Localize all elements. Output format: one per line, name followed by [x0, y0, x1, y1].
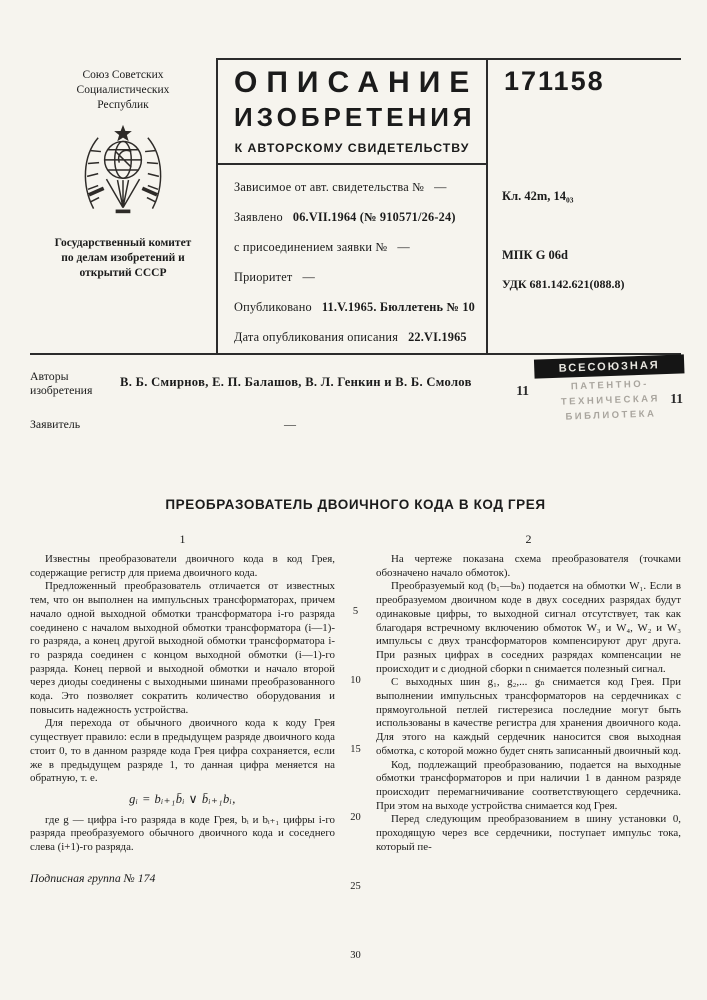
soviet-emblem-icon	[77, 121, 169, 218]
authors-label: Авторы изобретения	[30, 369, 93, 397]
field-label: с присоединением заявки №	[234, 240, 388, 254]
paragraph: Для перехода от обычного двоичного кода к коду Грея существует правило: если в предыдущем разряде двоичного кода стоит 0, то в данном разряде кода Грея цифра сохраняется, если же в предыдущем разряде 1, то данная цифра меняется на обратную, т. е.	[30, 717, 335, 785]
paragraph: С выходных шин g₁, g₂,... gₙ снимается код Грея. При выполнении импульсных трансформаторов на сердечниках с прямоугольной петлей гистерезиса последние могут быть использованы в качестве регистра для хранения двоичного кода. Для этого на каждый сердечник наносится своя выходная обмотка, с которой можно будет снять записанный двоичный код.	[376, 676, 681, 757]
field-label: Приоритет	[234, 270, 293, 284]
invention-title: ПРЕОБРАЗОВАТЕЛЬ ДВОИЧНОГО КОДА В КОД ГРЕЯ	[165, 497, 546, 512]
field-value: —	[434, 180, 447, 194]
field-application-date	[234, 210, 474, 225]
field-published	[234, 300, 474, 315]
field-label: Опубликовано	[234, 300, 312, 314]
library-stamp	[534, 354, 686, 423]
field-value: —	[397, 240, 410, 254]
column-number: 1	[179, 532, 186, 546]
field-description-publication-date	[234, 330, 474, 345]
paragraph: Преобразуемый код (b₁—bₙ) подается на обмотки W₁. Если в преобразуемом двоичном коде в двух соседних разрядах будут одинаковые цифры, то выходной сигнал отсутствует, так как благодаря встречному включению обмоток W₃ и W₄, W₂ и W₃ импульсы с двух трансформаторов компенсируют друг друга. При разных цифрах в соседних разрядах компенсации не происходит и с диодной сборки n снимается полезный сигнал.	[376, 580, 681, 675]
authors-names: В. Б. Смирнов, Е. П. Балашов, В. Л. Генкин и В. Б. Смолов	[120, 375, 472, 389]
classification-block	[488, 58, 681, 353]
field-value: 22.VI.1965	[408, 330, 467, 344]
text-column-2	[376, 532, 681, 855]
union-name: Союз Советских Социалистических Республик	[76, 69, 170, 111]
stamp-line-2: ПАТЕНТНО-	[570, 378, 650, 393]
text-column-1	[30, 532, 335, 855]
line-number-25: 25	[350, 881, 361, 892]
doc-type-title-line1: ОПИСАНИЕ	[234, 66, 479, 99]
applicant-value: —	[284, 417, 296, 431]
doc-type-title-line2: ИЗОБРЕТЕНИЯ	[234, 102, 476, 132]
committee-name: Государственный комитет по делам изобретений и открытий СССР	[54, 237, 192, 279]
line-number-20: 20	[350, 812, 361, 823]
field-label: Зависимое от авт. свидетельства №	[234, 180, 425, 194]
subscription-group-note: Подписная группа № 174	[30, 870, 156, 885]
paragraph: где g — цифра i-го разряда в коде Грея, bᵢ и bᵢ₊₁ цифры i-го разряда преобразуемого обычного двоичного кода и соседнего слева (i+1)-го разряда.	[30, 813, 335, 854]
paragraph: Известны преобразователи двоичного кода в код Грея, содержащие регистр для приема двоичного кода.	[30, 553, 335, 579]
stamp-line-1: ВСЕСОЮЗНАЯ	[534, 354, 685, 378]
field-joined-application	[234, 240, 474, 255]
class-code: Кл. 42m, 14₀₃	[502, 189, 574, 203]
issuing-authority-block	[30, 58, 216, 353]
mpk-code: МПК G 06d	[502, 248, 569, 262]
authors-section	[30, 355, 681, 467]
applicant-label: Заявитель	[30, 417, 81, 431]
field-label: Заявлено	[234, 210, 283, 224]
line-number-10: 10	[350, 675, 361, 686]
paragraph: Код, подлежащий преобразованию, подается на выходные обмотки трансформаторов и при наличии 1 в данном разряде происходит перемагничивание соответствующего сердечника. При этом на выходе устройства снимается код Грея.	[376, 758, 681, 812]
paragraph: Перед следующим преобразованием в шину установки 0, проходящую через все сердечники, поступает импульс тока, который пе-	[376, 813, 681, 853]
line-number-5: 5	[352, 606, 359, 617]
udk-code: УДК 681.142.621(088.8)	[502, 277, 625, 291]
stamp-line-3: ТЕХНИЧЕСКАЯ	[560, 393, 661, 408]
field-label: Дата опубликования описания	[234, 330, 399, 344]
document-title-block	[216, 58, 488, 353]
paragraph: На чертеже показана схема преобразователя (точками обозначено начало обмоток).	[376, 553, 681, 579]
paragraph: Предложенный преобразователь отличается от известных тем, что он выполнен на импульсных трансформаторах, причем начало одной выходной обмотки трансформатора i-го разряда соединено с началом выходной обмотки трансформатора (i—1)-го разряда, а конец другой выходной обмотки трансформатора i-го разряда соединен с концом выходной обмотки (i—1)-го разряда. Конец первой и выходной обмотки и начало второй через диоды соединены с выходными шинами преобразованного кода. Это позволяет сократить количество оборудования и повысить надежность устройства.	[30, 580, 335, 716]
doc-subtitle: К АВТОРСКОМУ СВИДЕТЕЛЬСТВУ	[218, 139, 486, 165]
stamp-number: 11	[516, 383, 529, 398]
field-value: —	[302, 270, 315, 284]
field-priority	[234, 270, 474, 285]
field-value: 11.V.1965. Бюллетень № 10	[321, 300, 476, 314]
stamp-number: 11	[670, 391, 683, 406]
column-number: 2	[525, 532, 532, 546]
stamp-line-4: БИБЛИОТЕКА	[565, 408, 657, 423]
field-dependent-certificate	[234, 180, 474, 195]
line-number-30: 30	[350, 950, 361, 961]
gray-code-formula: gᵢ = bᵢ₊₁b̄ᵢ ∨ b̄ᵢ₊₁bᵢ,	[129, 791, 236, 806]
line-number-15: 15	[350, 744, 361, 755]
field-value: 06.VII.1964 (№ 910571/26-24)	[292, 210, 456, 224]
patent-number: 171158	[504, 66, 605, 96]
document-header	[30, 58, 681, 355]
